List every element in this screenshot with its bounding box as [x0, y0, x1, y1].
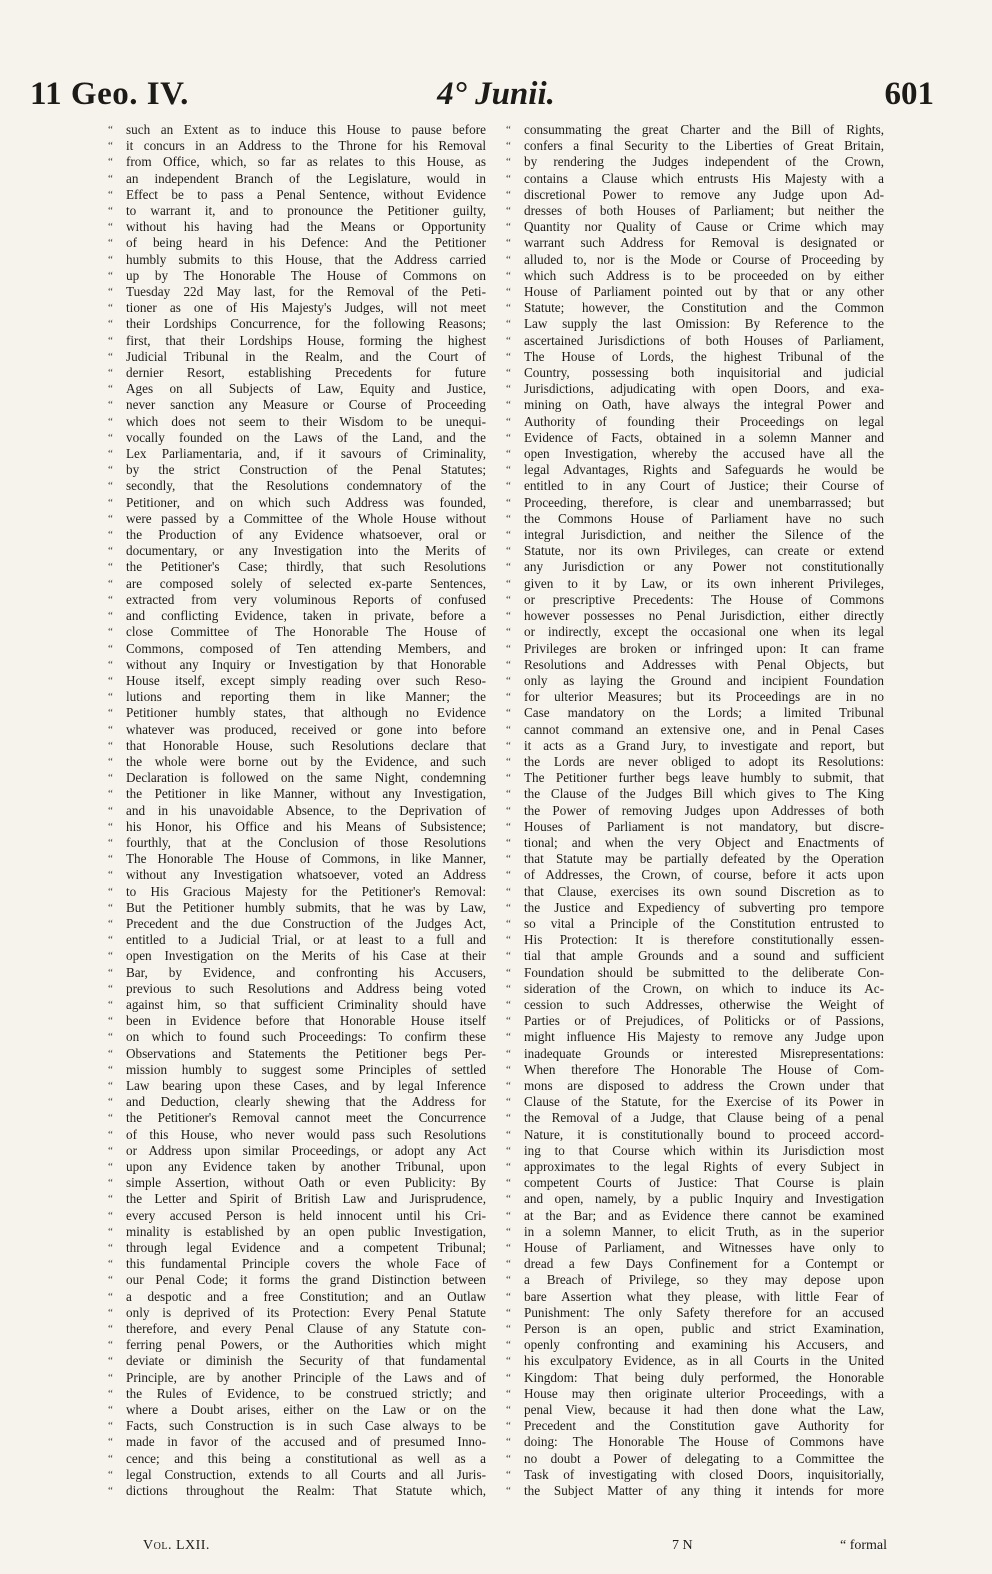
- text-line: “ that Clause, exercises its own sound Discretion as to: [510, 884, 884, 900]
- text-line: “ Case mandatory on the Lords; a limited Tribunal: [510, 705, 884, 721]
- text-line: “ The House of Lords, the highest Tribunal of the: [510, 349, 884, 365]
- text-line: “ Bar, by Evidence, and confronting his Accusers,: [112, 965, 486, 981]
- text-line: “ mission humbly to suggest some Principles of settled: [112, 1062, 486, 1078]
- text-line: “ it acts as a Grand Jury, to investigate and report, but: [510, 738, 884, 754]
- text-line: “ any Jurisdiction or any Power not constitutionally: [510, 559, 884, 575]
- text-line: “ open Investigation on the Merits of his Case at their: [112, 948, 486, 964]
- text-line: “ Petitioner, and on which such Address was founded,: [112, 495, 486, 511]
- text-line: “ Law supply the last Omission: By Reference to the: [510, 316, 884, 332]
- text-line: “ Statute; however, the Constitution and the Common: [510, 300, 884, 316]
- text-line: “ the Justice and Expediency of subverting pro tempore: [510, 900, 884, 916]
- text-line: “ against him, so that sufficient Criminality should have: [112, 997, 486, 1013]
- text-line: “ an independent Branch of the Legislature, would in: [112, 171, 486, 187]
- text-line: “ secondly, that the Resolutions condemnatory of the: [112, 478, 486, 494]
- text-line: “ cence; and this being a constitutional as well as a: [112, 1451, 486, 1467]
- text-line: “ openly confronting and examining his Accusers, and: [510, 1337, 884, 1353]
- text-line: “ When therefore The Honorable The House of Com-: [510, 1062, 884, 1078]
- date-heading: 4° Junii.: [437, 76, 555, 112]
- text-line: “ Houses of Parliament is not mandatory, but discre-: [510, 819, 884, 835]
- text-line: “ tional; and when the very Object and Enactments of: [510, 835, 884, 851]
- text-line: “ Person is an open, public and strict Examination,: [510, 1321, 884, 1337]
- text-line: “ fourthly, that at the Conclusion of those Resolutions: [112, 835, 486, 851]
- text-line: “ The Petitioner further begs leave humbly to submit, that: [510, 770, 884, 786]
- text-line: “ might influence His Majesty to remove any Judge upon: [510, 1029, 884, 1045]
- text-line: “ Clause of the Statute, for the Exercise of its Power in: [510, 1094, 884, 1110]
- text-line: “ whatever was produced, received or gone into before: [112, 722, 486, 738]
- text-line: “ simple Assertion, without Oath or even Publicity: By: [112, 1175, 486, 1191]
- text-line: “ cession to such Addresses, otherwise the Weight of: [510, 997, 884, 1013]
- text-line: “ Precedent and the due Construction of the Judges Act,: [112, 916, 486, 932]
- text-line: “ House of Parliament pointed out by that or any other: [510, 284, 884, 300]
- text-line: “ the Clause of the Judges Bill which gives to The King: [510, 786, 884, 802]
- text-line: “ discretional Power to remove any Judge upon Ad-: [510, 187, 884, 203]
- text-line: “ the Subject Matter of any thing it intends for more: [510, 1483, 884, 1499]
- text-line: “ tioner as one of His Majesty's Judges, will not meet: [112, 300, 486, 316]
- right-column: [510, 122, 884, 1534]
- text-line: “ ing to that Course which within its Jurisdiction most: [510, 1143, 884, 1159]
- text-line: “ open Investigation, whereby the accused have all the: [510, 446, 884, 462]
- text-line: “ that Statute may be partially defeated by the Operation: [510, 851, 884, 867]
- text-line: “ competent Courts of Justice: That Course is plain: [510, 1175, 884, 1191]
- text-line: “ Kingdom: That being duly performed, the Honorable: [510, 1370, 884, 1386]
- text-line: “ so vital a Principle of the Constitution entrusted to: [510, 916, 884, 932]
- text-line: “ dresses of both Houses of Parliament; but neither the: [510, 203, 884, 219]
- text-line: “ House of Parliament, and Witnesses have only to: [510, 1240, 884, 1256]
- text-line: “ lutions and reporting them in like Manner; the: [112, 689, 486, 705]
- text-line: “ doing: The Honorable The House of Commons have: [510, 1434, 884, 1450]
- text-line: “ Nature, it is constitutionally bound to proceed accord-: [510, 1127, 884, 1143]
- text-line: “ his Honor, his Office and his Means of Subsistence;: [112, 819, 486, 835]
- text-line: “ Precedent and the Constitution gave Authority for: [510, 1418, 884, 1434]
- text-line: “ on which to found such Proceedings: To confirm these: [112, 1029, 486, 1045]
- text-line: “ by the strict Construction of the Penal Statutes;: [112, 462, 486, 478]
- text-line: “ only is deprived of its Protection: Every Penal Statute: [112, 1305, 486, 1321]
- text-line: “ previous to such Resolutions and Address being voted: [112, 981, 486, 997]
- text-line: “ But the Petitioner humbly submits, that he was by Law,: [112, 900, 486, 916]
- text-line: “ mons are disposed to address the Crown under that: [510, 1078, 884, 1094]
- text-line: “ Principle, are by another Principle of the Laws and of: [112, 1370, 486, 1386]
- text-line: “ confers a final Security to the Liberties of Great Britain,: [510, 138, 884, 154]
- text-line: “ Tuesday 22d May last, for the Removal of the Peti-: [112, 284, 486, 300]
- text-line: “ been in Evidence before that Honorable House itself: [112, 1013, 486, 1029]
- text-line: “ inadequate Grounds or interested Misrepresentations:: [510, 1046, 884, 1062]
- text-line: “ integral Jurisdiction, and neither the Silence of the: [510, 527, 884, 543]
- text-line: “ penal View, because it had then done what the Law,: [510, 1402, 884, 1418]
- text-line: “ close Committee of The Honorable The House of: [112, 624, 486, 640]
- text-line: “ alluded to, nor is the Mode or Course of Proceeding by: [510, 252, 884, 268]
- text-line: “ extracted from very voluminous Reports of confused: [112, 592, 486, 608]
- text-line: “ to warrant it, and to pronounce the Petitioner guilty,: [112, 203, 486, 219]
- running-header: [0, 76, 992, 122]
- signature-mark: 7 N: [672, 1538, 693, 1553]
- text-line: “ and open, namely, by a public Inquiry and Investigation: [510, 1191, 884, 1207]
- text-line: “ only as laying the Ground and incipient Foundation: [510, 673, 884, 689]
- text-line: “ Foundation should be submitted to the deliberate Con-: [510, 965, 884, 981]
- text-line: “ for ulterior Measures; but its Proceedings are in no: [510, 689, 884, 705]
- text-line: “ legal Construction, extends to all Courts and all Juris-: [112, 1467, 486, 1483]
- text-line: “ where a Doubt arises, either on the Law or on the: [112, 1402, 486, 1418]
- text-line: “ House may then originate ulterior Proceedings, with a: [510, 1386, 884, 1402]
- text-line: “ and conflicting Evidence, taken in private, before a: [112, 608, 486, 624]
- text-line: “ His Protection: It is therefore constitutionally essen-: [510, 932, 884, 948]
- text-line: “ that Honorable House, such Resolutions declare that: [112, 738, 486, 754]
- text-line: “ it concurs in an Address to the Throne for his Removal: [112, 138, 486, 154]
- text-line: “ every accused Person is held innocent until his Cri-: [112, 1208, 486, 1224]
- text-line: “ such an Extent as to induce this House to pause before: [112, 122, 486, 138]
- volume-label: Vol. LXII.: [143, 1538, 210, 1553]
- text-line: “ The Honorable The House of Commons, in like Manner,: [112, 851, 486, 867]
- text-line: “ Punishment: The only Safety therefore for an accused: [510, 1305, 884, 1321]
- regnal-year: 11 Geo. IV.: [30, 76, 189, 112]
- text-line: “ Facts, such Construction is in such Case always to be: [112, 1418, 486, 1434]
- text-line: “ Commons, composed of Ten attending Members, and: [112, 641, 486, 657]
- text-line: “ first, that their Lordships House, forming the highest: [112, 333, 486, 349]
- text-line: “ without any Inquiry or Investigation by that Honorable: [112, 657, 486, 673]
- text-line: “ the Rules of Evidence, to be construed strictly; and: [112, 1386, 486, 1402]
- text-line: “ and in his unavoidable Absence, to the Deprivation of: [112, 803, 486, 819]
- text-line: “ entitled to in any Court of Justice; their Course of: [510, 478, 884, 494]
- text-line: “ House itself, except simply reading over such Reso-: [112, 673, 486, 689]
- text-line: “ Evidence of Facts, obtained in a solemn Manner and: [510, 430, 884, 446]
- text-line: “ without any Investigation whatsoever, voted an Address: [112, 867, 486, 883]
- text-line: “ up by The Honorable The House of Commons on: [112, 268, 486, 284]
- text-line: “ the Petitioner's Removal cannot meet the Concurrence: [112, 1110, 486, 1126]
- text-line: “ by rendering the Judges independent of the Crown,: [510, 154, 884, 170]
- text-line: “ which such Address is to be proceeded on by either: [510, 268, 884, 284]
- text-line: “ minality is established by an open public Investigation,: [112, 1224, 486, 1240]
- text-line: “ entitled to a Judicial Trial, or at least to a full and: [112, 932, 486, 948]
- text-line: “ Judicial Tribunal in the Realm, and the Court of: [112, 349, 486, 365]
- text-line: “ a despotic and a free Constitution; and an Outlaw: [112, 1289, 486, 1305]
- text-line: “ Statute, nor its own Privileges, can create or extend: [510, 543, 884, 559]
- text-line: “ Effect be to pass a Penal Sentence, without Evidence: [112, 187, 486, 203]
- page-number: 601: [884, 76, 934, 112]
- text-line: “ at the Bar; and as Evidence there cannot be examined: [510, 1208, 884, 1224]
- text-line: “ the Petitioner in like Manner, without any Investigation,: [112, 786, 486, 802]
- text-line: “ the Removal of a Judge, that Clause being of a penal: [510, 1110, 884, 1126]
- text-line: “ Parties or of Prejudices, of Politicks or of Passions,: [510, 1013, 884, 1029]
- text-line: “ tial that ample Grounds and a sound and sufficient: [510, 948, 884, 964]
- text-line: “ dread a few Days Confinement for a Contempt or: [510, 1256, 884, 1272]
- text-line: “ upon any Evidence taken by another Tribunal, upon: [112, 1159, 486, 1175]
- text-line: “ dernier Resort, establishing Precedents for future: [112, 365, 486, 381]
- text-line: “ Country, possessing both inquisitorial and judicial: [510, 365, 884, 381]
- catchword: “ formal: [840, 1538, 888, 1553]
- text-line: “ given to it by Law, or its own inherent Privileges,: [510, 576, 884, 592]
- text-line: “ from Office, which, so far as relates to this House, as: [112, 154, 486, 170]
- page-footer: [0, 1538, 992, 1562]
- text-line: “ to His Gracious Majesty for the Petitioner's Removal:: [112, 884, 486, 900]
- text-line: “ the Letter and Spirit of British Law and Jurisprudence,: [112, 1191, 486, 1207]
- text-line: “ without his having had the Means or Opportunity: [112, 219, 486, 235]
- text-line: “ therefore, and every Penal Clause of any Statute con-: [112, 1321, 486, 1337]
- text-line: “ Declaration is followed on the same Night, condemning: [112, 770, 486, 786]
- text-line: “ a Breach of Privilege, so they may depose upon: [510, 1272, 884, 1288]
- text-line: “ mining on Oath, have always the integral Power and: [510, 397, 884, 413]
- text-line: “ of being heard in his Defence: And the Petitioner: [112, 235, 486, 251]
- text-line: “ Authority of founding their Proceedings on legal: [510, 414, 884, 430]
- text-line: “ legal Advantages, Rights and Safeguards he would be: [510, 462, 884, 478]
- text-line: “ ascertained Jurisdictions of both Houses of Parliament,: [510, 333, 884, 349]
- text-line: “ or prescriptive Precedents: The House of Commons: [510, 592, 884, 608]
- text-line: “ the whole were borne out by the Evidence, and such: [112, 754, 486, 770]
- text-line: “ our Penal Code; it forms the grand Distinction between: [112, 1272, 486, 1288]
- text-line: “ humbly submits to this House, that the Address carried: [112, 252, 486, 268]
- text-line: “ Lex Parliamentaria, and, if it savours of Criminality,: [112, 446, 486, 462]
- text-line: “ through legal Evidence and a competent Tribunal;: [112, 1240, 486, 1256]
- text-line: “ however possesses no Penal Jurisdiction, either directly: [510, 608, 884, 624]
- text-line: “ Task of investigating with closed Doors, inquisitorially,: [510, 1467, 884, 1483]
- text-line: “ were passed by a Committee of the Whole House without: [112, 511, 486, 527]
- text-line: “ approximates to the legal Rights of every Subject in: [510, 1159, 884, 1175]
- text-line: “ dictions throughout the Realm: That Statute which,: [112, 1483, 486, 1499]
- text-line: “ or Address upon similar Proceedings, or adopt any Act: [112, 1143, 486, 1159]
- text-line: “ Ages on all Subjects of Law, Equity and Justice,: [112, 381, 486, 397]
- text-line: “ the Commons House of Parliament have no such: [510, 511, 884, 527]
- text-line: “ are composed solely of selected ex-parte Sentences,: [112, 576, 486, 592]
- text-line: “ and Deduction, clearly shewing that the Address for: [112, 1094, 486, 1110]
- text-line: “ made in favor of the accused and of presumed Inno-: [112, 1434, 486, 1450]
- text-line: “ vocally founded on the Laws of the Land, and the: [112, 430, 486, 446]
- text-line: “ Resolutions and Addresses with Penal Objects, but: [510, 657, 884, 673]
- text-line: “ warrant such Address for Removal is designated or: [510, 235, 884, 251]
- left-column: [112, 122, 486, 1534]
- text-line: “ sideration of the Crown, on which to induce its Ac-: [510, 981, 884, 997]
- text-line: “ Observations and Statements the Petitioner begs Per-: [112, 1046, 486, 1062]
- text-line: “ Proceeding, therefore, is clear and unembarrassed; but: [510, 495, 884, 511]
- text-line: “ Jurisdictions, adjudicating with open Doors, and exa-: [510, 381, 884, 397]
- text-line: “ the Power of removing Judges upon Addresses of both: [510, 803, 884, 819]
- text-line: “ documentary, or any Investigation into the Merits of: [112, 543, 486, 559]
- text-line: “ the Petitioner's Case; thirdly, that such Resolutions: [112, 559, 486, 575]
- text-line: “ bare Assertion what they please, with little Fear of: [510, 1289, 884, 1305]
- text-line: “ in a solemn Manner, to elicit Truth, as in the superior: [510, 1224, 884, 1240]
- text-line: “ Petitioner humbly states, that although no Evidence: [112, 705, 486, 721]
- text-line: “ the Production of any Evidence whatsoever, oral or: [112, 527, 486, 543]
- text-line: “ of this House, who never would pass such Resolutions: [112, 1127, 486, 1143]
- text-line: “ which does not seem to their Wisdom to be unequi-: [112, 414, 486, 430]
- text-line: “ consummating the great Charter and the Bill of Rights,: [510, 122, 884, 138]
- text-line: “ cannot command an extensive one, and in Penal Cases: [510, 722, 884, 738]
- text-line: “ or indirectly, except the occasional one when its legal: [510, 624, 884, 640]
- text-line: “ Law bearing upon these Cases, and by legal Inference: [112, 1078, 486, 1094]
- text-line: “ the Lords are never obliged to adopt its Resolutions:: [510, 754, 884, 770]
- text-line: “ of Addresses, the Crown, of course, before it acts upon: [510, 867, 884, 883]
- text-line: “ Privileges are broken or infringed upon: It can frame: [510, 641, 884, 657]
- text-line: “ never sanction any Measure or Course of Proceeding: [112, 397, 486, 413]
- text-line: “ this fundamental Principle covers the whole Face of: [112, 1256, 486, 1272]
- text-line: “ Quantity nor Quality of Cause or Crime which may: [510, 219, 884, 235]
- text-line: “ ferring penal Powers, or the Authorities which might: [112, 1337, 486, 1353]
- text-line: “ their Lordships Concurrence, for the following Reasons;: [112, 316, 486, 332]
- text-line: “ his exculpatory Evidence, as in all Courts in the United: [510, 1353, 884, 1369]
- text-line: “ deviate or diminish the Security of that fundamental: [112, 1353, 486, 1369]
- text-line: “ no doubt a Power of delegating to a Committee the: [510, 1451, 884, 1467]
- text-line: “ contains a Clause which entrusts His Majesty with a: [510, 171, 884, 187]
